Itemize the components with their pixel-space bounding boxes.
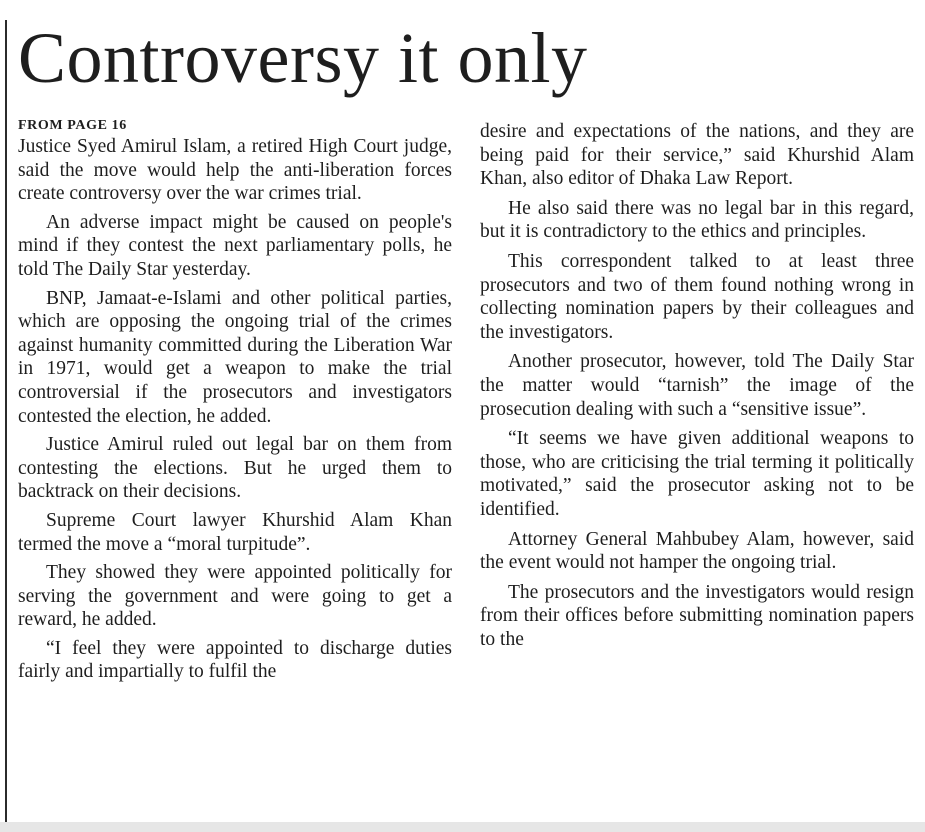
continuation-kicker: FROM PAGE 16 xyxy=(18,118,127,133)
paragraph: “I feel they were appointed to discharge duties fairly and impartially to fulfil the xyxy=(18,637,452,683)
paragraph: Attorney General Mahbubey Alam, however, said the event would not hamper the ongoing trial. xyxy=(480,528,914,574)
article-column-left xyxy=(18,117,452,689)
paragraph: desire and expectations of the nations, and they are being paid for their service,” said Khurshid Alam Khan, also editor of Dhaka Law Report. xyxy=(480,121,914,190)
paragraph: The prosecutors and the investigators would resign from their offices before submitting nomination papers to the xyxy=(480,581,914,650)
left-edge-rule xyxy=(5,20,7,830)
paragraph: Supreme Court lawyer Khurshid Alam Khan termed the move a “moral turpitude”. xyxy=(18,509,452,555)
paragraph: Justice Amirul ruled out legal bar on them from contesting the elections. But he urged them to backtrack on their decisions. xyxy=(18,434,452,503)
paragraph: “It seems we have given additional weapons to those, who are criticising the trial terming it politically motivated,” said the prosecutor asking not to be identified. xyxy=(480,428,914,520)
paragraph: Another prosecutor, however, told The Daily Star the matter would “tarnish” the image of the prosecution dealing with such a “sensitive issue”. xyxy=(480,351,914,420)
paragraph: He also said there was no legal bar in this regard, but it is contradictory to the ethics and principles. xyxy=(480,197,914,243)
paragraph: This correspondent talked to at least three prosecutors and two of them found nothing wrong in collecting nomination papers by their colleagues and the investigators. xyxy=(480,250,914,343)
article-column-right xyxy=(480,120,914,657)
paragraph: BNP, Jamaat-e-Islami and other political parties, which are opposing the ongoing trial of the crimes against humanity committed during the Liberation War in 1971, would get a weapon to make the trial controversial if the prosecutors and investigators contested the election, he added. xyxy=(18,287,452,427)
bottom-scan-edge xyxy=(0,822,925,832)
paragraph: An adverse impact might be caused on people's mind if they contest the next parliamentary polls, he told The Daily Star yesterday. xyxy=(18,211,452,280)
paragraph: Justice Syed Amirul Islam, a retired High Court judge, said the move would help the anti-liberation forces create controversy over the war crimes trial. xyxy=(18,136,452,205)
paragraph: They showed they were appointed politically for serving the government and were going to get a reward, he added. xyxy=(18,562,452,631)
article-headline: Controversy it only xyxy=(18,18,588,98)
